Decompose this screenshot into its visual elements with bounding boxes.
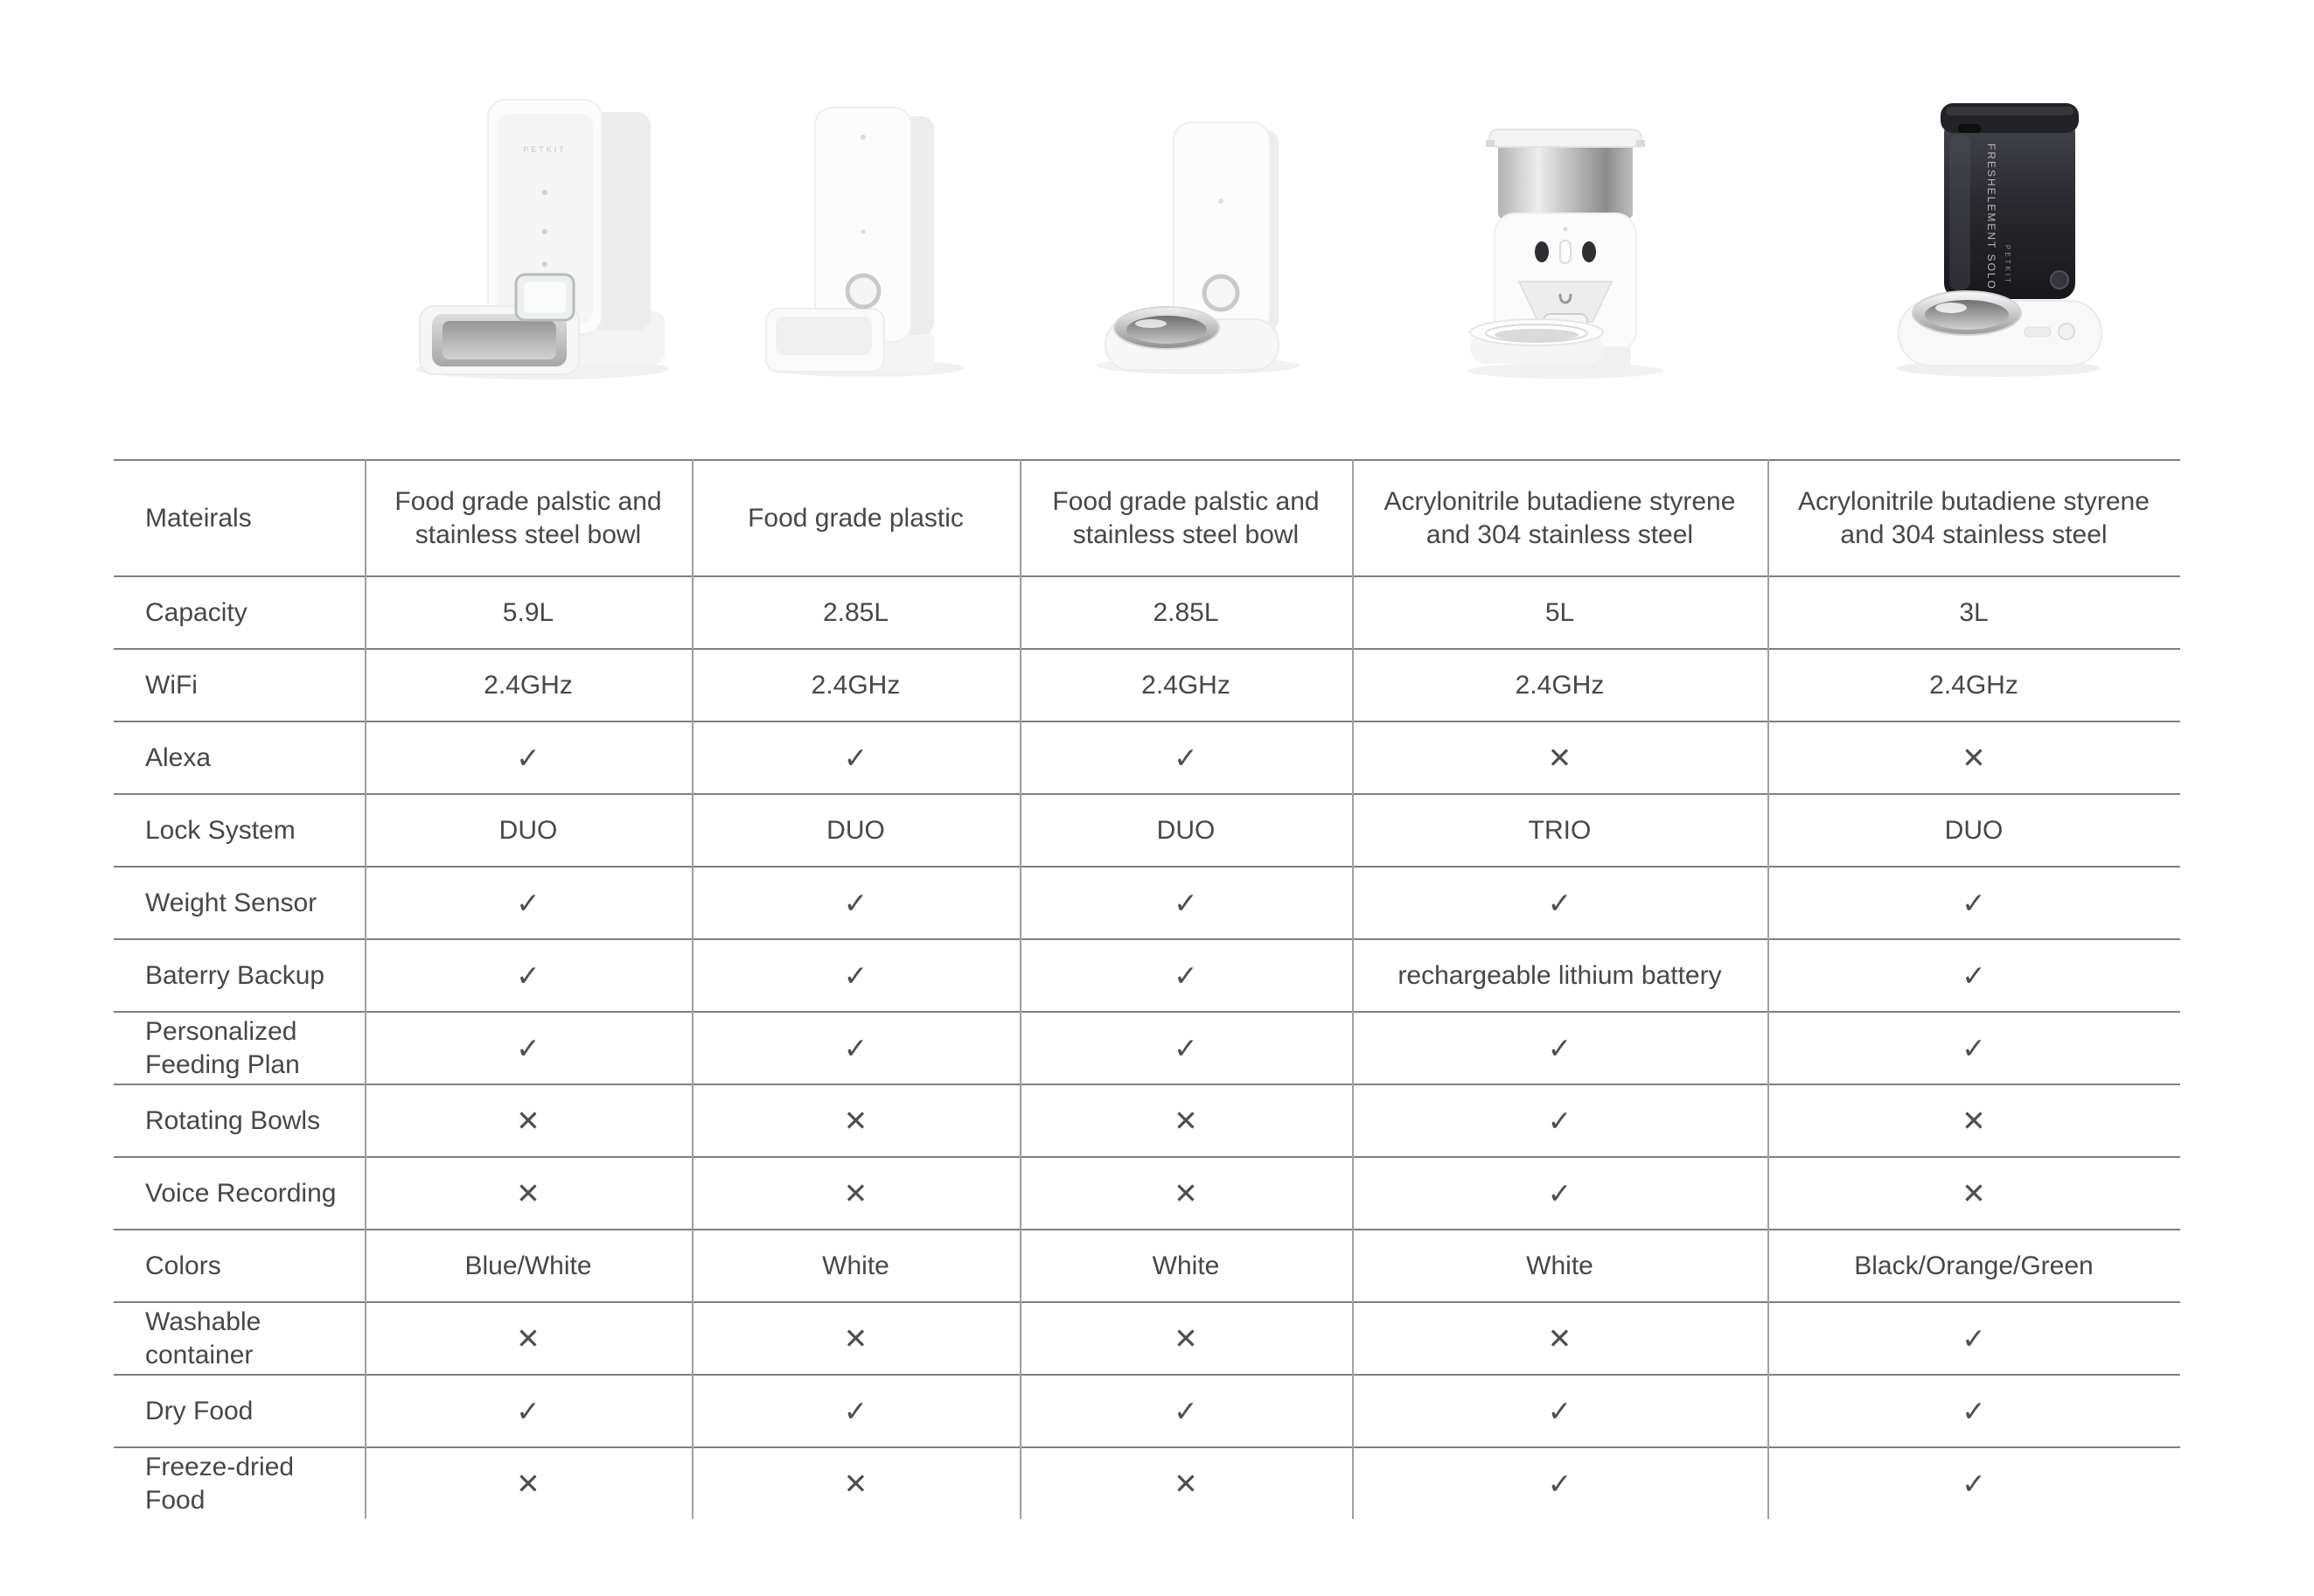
feature-value: Blue/White xyxy=(464,1251,592,1280)
feature-value: White xyxy=(1152,1251,1220,1280)
indicator-dot xyxy=(861,135,866,140)
table-row xyxy=(114,866,2180,938)
brand-logo-text: PETKIT xyxy=(523,145,567,154)
product-image-feeder-4 xyxy=(1456,122,1675,380)
row-label: WiFi xyxy=(145,670,198,700)
steel-bowl-inner xyxy=(1126,316,1207,344)
cross-mark: ✕ xyxy=(516,1467,540,1500)
row-label: Alexa xyxy=(145,742,212,772)
cross-mark: ✕ xyxy=(843,1104,868,1137)
cross-mark: ✕ xyxy=(516,1104,540,1137)
sensor-eye xyxy=(1535,241,1549,262)
cross-mark: ✕ xyxy=(1962,1104,1986,1137)
row-label: Dry Food xyxy=(145,1396,254,1425)
feature-value: 2.4GHz xyxy=(811,670,901,700)
row-label: Lock System xyxy=(145,815,296,845)
check-mark: ✓ xyxy=(843,1031,868,1064)
indicator-dot xyxy=(542,229,547,234)
check-mark: ✓ xyxy=(1962,1031,1986,1064)
column-divider xyxy=(1767,459,1769,1519)
feature-value: 2.85L xyxy=(822,597,889,627)
table-row xyxy=(114,1229,2180,1301)
table-row xyxy=(114,793,2180,866)
product-side-text: FRESHELEMENT SOLO xyxy=(1985,143,1997,290)
indicator-dot xyxy=(861,230,866,234)
check-mark: ✓ xyxy=(1547,1104,1572,1137)
cross-mark: ✕ xyxy=(843,1176,868,1209)
check-mark: ✓ xyxy=(1962,1467,1986,1500)
product-brand-text: PETKIT xyxy=(2004,245,2011,286)
cross-mark: ✕ xyxy=(843,1321,868,1355)
cross-mark: ✕ xyxy=(1174,1467,1198,1500)
bowl-inner-shadow xyxy=(1495,329,1579,341)
power-button xyxy=(2051,271,2068,289)
table-row xyxy=(114,1301,2180,1374)
feature-value: Acrylonitrile butadiene styrene and 304 stainless steel xyxy=(1384,486,1736,549)
cross-mark: ✕ xyxy=(1174,1176,1198,1209)
bowl-highlight xyxy=(1135,319,1167,328)
indicator-dot xyxy=(1218,199,1223,204)
feature-value: Food grade plastic xyxy=(748,503,964,533)
check-mark: ✓ xyxy=(1547,1176,1572,1209)
cross-mark: ✕ xyxy=(1174,1321,1198,1355)
feature-value: 2.85L xyxy=(1153,597,1219,627)
cross-mark: ✕ xyxy=(516,1321,540,1355)
check-mark: ✓ xyxy=(1174,886,1198,919)
feature-value: 5.9L xyxy=(502,597,554,627)
cross-mark: ✕ xyxy=(1962,741,1986,774)
check-mark: ✓ xyxy=(1547,1031,1572,1064)
lid-tab xyxy=(1636,140,1645,147)
table-row xyxy=(114,648,2180,721)
feature-value: Food grade palstic and stainless steel bowl xyxy=(394,486,662,549)
feature-value: Black/Orange/Green xyxy=(1854,1251,2094,1280)
hopper-lid xyxy=(1489,129,1641,147)
feature-value: DUO xyxy=(826,815,885,845)
steel-bowl-inner xyxy=(1925,300,2009,330)
feature-value: rechargeable lithium battery xyxy=(1397,960,1722,990)
feature-value: DUO xyxy=(498,815,558,845)
product-image-feeder-3 xyxy=(1093,118,1321,376)
column-divider xyxy=(1352,459,1354,1519)
table-row xyxy=(114,1084,2180,1156)
cross-mark: ✕ xyxy=(1547,741,1572,774)
check-mark: ✓ xyxy=(1962,1394,1986,1427)
check-mark: ✓ xyxy=(516,1031,540,1064)
table-row xyxy=(114,721,2180,793)
check-mark: ✓ xyxy=(1174,1031,1198,1064)
indicator-dot xyxy=(542,190,547,195)
column-divider xyxy=(1020,459,1021,1519)
lid-highlight xyxy=(1946,107,2074,115)
cross-mark: ✕ xyxy=(1174,1104,1198,1137)
check-mark: ✓ xyxy=(1962,886,1986,919)
row-label: Rotating Bowls xyxy=(145,1105,321,1135)
check-mark: ✓ xyxy=(516,958,540,992)
feature-value: 2.4GHz xyxy=(484,670,573,700)
steel-hopper xyxy=(1498,142,1633,219)
check-mark: ✓ xyxy=(1174,1394,1198,1427)
steel-tray-inner xyxy=(443,321,556,359)
feature-value: 3L xyxy=(1959,597,1989,627)
row-label: Capacity xyxy=(145,597,247,627)
product-image-feeder-5 xyxy=(1893,98,2116,378)
row-label: Weight Sensor xyxy=(145,888,317,917)
indicator-dot xyxy=(542,261,547,267)
lid-latch xyxy=(1958,124,1981,133)
feature-value: 2.4GHz xyxy=(1141,670,1230,700)
row-label: Washable container xyxy=(145,1307,261,1369)
row-label: Voice Recording xyxy=(145,1178,337,1208)
dispenser-door-inner xyxy=(524,282,566,313)
center-button xyxy=(1560,240,1571,263)
check-mark: ✓ xyxy=(516,741,540,774)
table-row xyxy=(114,1011,2180,1084)
check-mark: ✓ xyxy=(1174,958,1198,992)
row-label: Personalized Feeding Plan xyxy=(145,1016,300,1079)
ring-button xyxy=(847,275,879,307)
product-image-feeder-1 xyxy=(411,87,682,385)
comparison-table xyxy=(114,459,2180,1519)
table-row xyxy=(114,459,2180,575)
check-mark: ✓ xyxy=(1547,886,1572,919)
check-mark: ✓ xyxy=(843,741,868,774)
ring-button xyxy=(1204,276,1237,310)
cross-mark: ✕ xyxy=(516,1176,540,1209)
indicator-dot xyxy=(1564,227,1568,232)
table-rows xyxy=(114,459,2180,1519)
feature-value: Acrylonitrile butadiene styrene and 304 stainless steel xyxy=(1798,486,2150,549)
feature-value: 2.4GHz xyxy=(1515,670,1605,700)
check-mark: ✓ xyxy=(516,886,540,919)
feature-value: White xyxy=(822,1251,889,1280)
check-mark: ✓ xyxy=(843,886,868,919)
check-mark: ✓ xyxy=(516,1394,540,1427)
plastic-tray-inner xyxy=(776,317,872,355)
check-mark: ✓ xyxy=(1174,741,1198,774)
table-row xyxy=(114,938,2180,1011)
feature-value: DUO xyxy=(1944,815,2004,845)
feature-value: DUO xyxy=(1156,815,1216,845)
feature-value: Food grade palstic and stainless steel bowl xyxy=(1052,486,1320,549)
base-indicator-pill xyxy=(2025,327,2051,337)
feature-value: 2.4GHz xyxy=(1929,670,2018,700)
feature-value: TRIO xyxy=(1528,815,1592,845)
cross-mark: ✕ xyxy=(1962,1176,1986,1209)
table-row xyxy=(114,1446,2180,1519)
check-mark: ✓ xyxy=(1962,1321,1986,1355)
check-mark: ✓ xyxy=(843,958,868,992)
cross-mark: ✕ xyxy=(843,1467,868,1500)
sensor-eye xyxy=(1582,241,1596,262)
translucency-band xyxy=(1949,135,1970,290)
table-row xyxy=(114,1374,2180,1446)
check-mark: ✓ xyxy=(1547,1467,1572,1500)
table-row xyxy=(114,575,2180,648)
check-mark: ✓ xyxy=(1547,1394,1572,1427)
lid-tab xyxy=(1486,140,1495,147)
row-label: Colors xyxy=(145,1251,221,1280)
column-divider xyxy=(692,459,694,1519)
check-mark: ✓ xyxy=(1962,958,1986,992)
bowl-highlight xyxy=(1935,303,1967,313)
base-button xyxy=(2059,324,2074,339)
row-label: Freeze-dried Food xyxy=(145,1452,295,1515)
column-divider xyxy=(365,459,366,1519)
feature-value: White xyxy=(1526,1251,1593,1280)
check-mark: ✓ xyxy=(843,1394,868,1427)
row-label: Mateirals xyxy=(145,503,252,533)
feature-value: 5L xyxy=(1544,597,1575,627)
cross-mark: ✕ xyxy=(1547,1321,1572,1355)
table-row xyxy=(114,1156,2180,1229)
row-label: Baterry Backup xyxy=(145,960,325,990)
product-image-feeder-2 xyxy=(761,101,979,380)
